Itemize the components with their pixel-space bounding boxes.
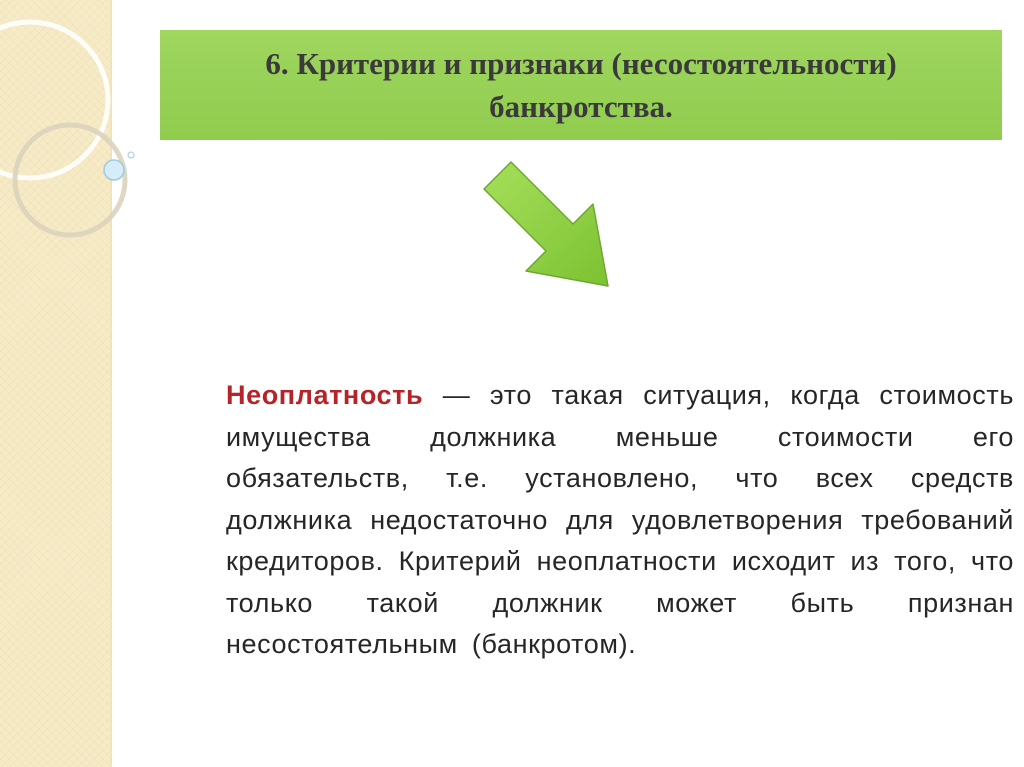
title-banner xyxy=(160,30,1002,140)
arrow-down-right-icon xyxy=(470,148,630,308)
definition-paragraph xyxy=(226,375,1014,666)
definition-term: Неоплатность xyxy=(226,380,424,410)
decorative-side-band xyxy=(0,0,112,767)
bubble-small xyxy=(128,152,134,158)
side-band-edge xyxy=(110,0,112,767)
slide-title xyxy=(180,42,982,128)
definition-body: — это такая ситуация, когда стоимость имущества должника меньше стоимости его обязательств, т.е. установлено, что всех средств должника недостаточно для удовлетворения требований кредиторов. Критерий неоплатности исходит из того, что только такой должник может быть признан несостоятельным (банкротом). xyxy=(226,380,1014,659)
title-number: 6. xyxy=(265,46,289,81)
title-text: Критерии и признаки (несостоятельности) банкротства. xyxy=(296,46,897,124)
